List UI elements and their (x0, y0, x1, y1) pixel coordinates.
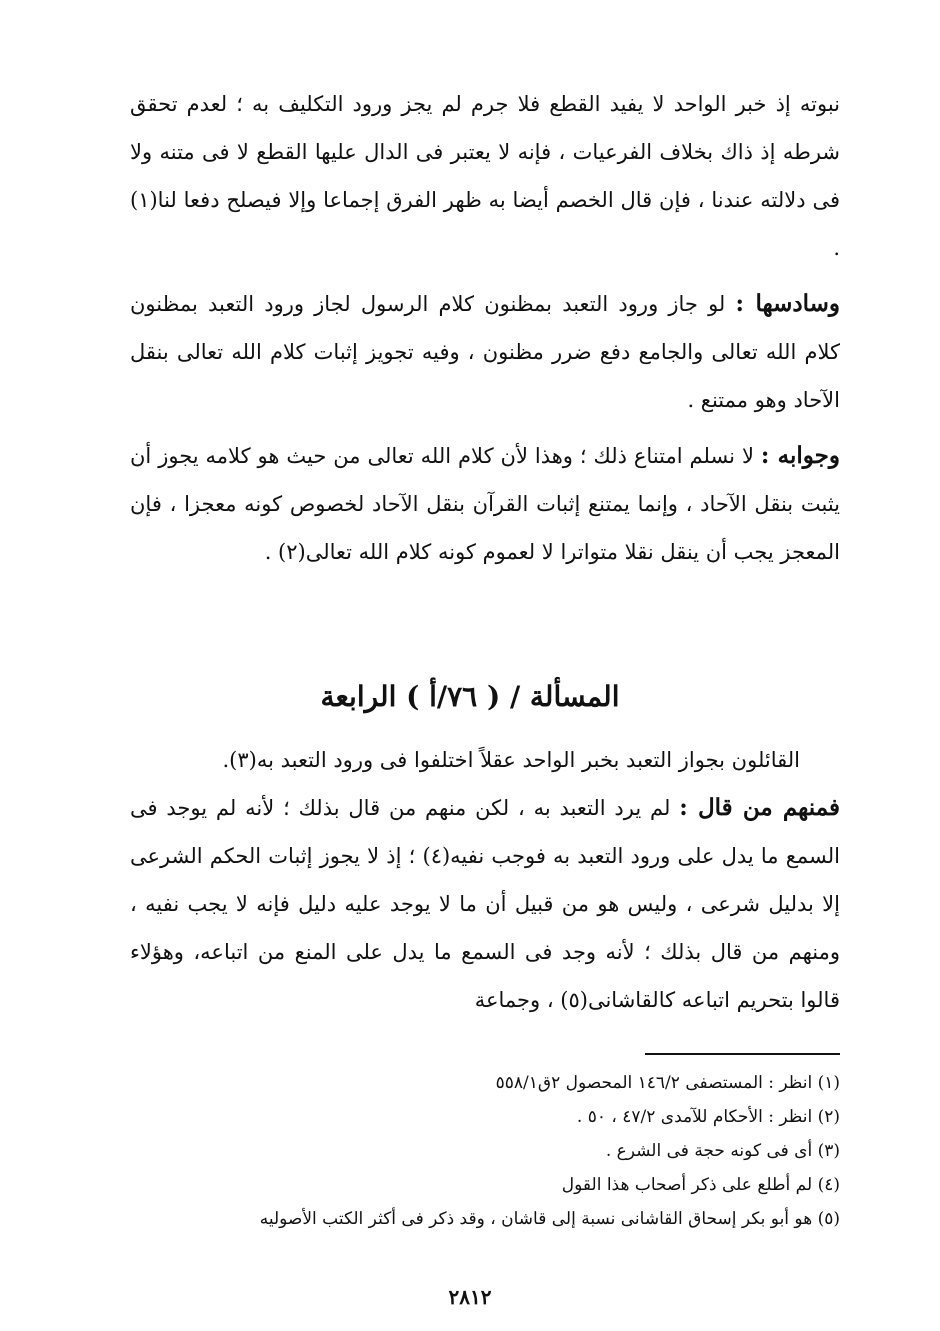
paragraph-1 (130, 80, 840, 272)
footnote-4: (٤) لم أطلع على ذكر أصحاب هذا القول (561, 1175, 840, 1195)
section-heading: المسألة / ( ٧٦/أ ) الرابعة (320, 680, 620, 713)
section-intro: القائلون بجواز التعبد بخبر الواحد عقلاً اختلفوا فى ورود التعبد به(٣). (222, 748, 800, 772)
paragraph-2 (130, 280, 840, 424)
footnote-1: (١) انظر : المستصفى ١٤٦/٢ المحصول ٢ق٥٥٨/١ (495, 1073, 840, 1093)
section-text-block (130, 736, 840, 1024)
paragraph-2-text: لو جاز ورود التعبد بمظنون كلام الرسول لجاز ورود التعبد بمظنون كلام الله تعالى والجامع دفع ضرر مظنون ، وفيه تجويز إثبات كلام الله تعالى بنقل الآحاد وهو ممتنع . (130, 292, 840, 412)
section-paragraph-text: لم يرد التعبد به ، لكن منهم من قال بذلك ؛ لأنه لم يوجد فى السمع ما يدل على ورود التعبد به فوجب نفيه(٤) ؛ إذ لا يجوز إثبات الحكم الشرعى إلا بدليل شرعى ، وليس هو من قبيل أن ما لا يوجد عليه دليل فإنه لا يجب نفيه ، ومنهم من قال بذلك ؛ لأنه وجد فى السمع ما يدل على المنع من اتباعه، وهؤلاء قالوا بتحريم اتباعه كالقاشانى(٥) ، وجماعة (130, 796, 840, 1012)
footnote-divider (645, 1053, 840, 1055)
footnote-3: (٣) أى فى كونه حجة فى الشرع . (605, 1141, 840, 1161)
main-text-block (130, 80, 840, 576)
paragraph-1-text: نبوته إذ خبر الواحد لا يفيد القطع فلا جرم لم يجز ورود التكليف به ؛ لعدم تحقق شرطه إذ ذاك بخلاف الفرعيات ، فإنه لا يعتبر فى الدال عليها القطع لا فى متنه ولا فى دلالته عندنا ، فإن قال الخصم أيضا به ظهر الفرق إجماعا وإلا فيصلح دفعا لنا(١) . (130, 92, 840, 260)
paragraph-3-lead: وجوابه : (760, 442, 840, 469)
footnotes (130, 1066, 840, 1236)
footnote-5: (٥) هو أبو بكر إسحاق القاشانى نسبة إلى قاشان ، وقد ذكر فى أكثر الكتب الأصوليه (259, 1209, 840, 1229)
paragraph-3 (130, 432, 840, 576)
footnote-2: (٢) انظر : الأحكام للآمدى ٤٧/٢ ، ٥٠ . (576, 1107, 840, 1127)
page-number: ٢٨١٢ (448, 1285, 492, 1309)
paragraph-3-text: لا نسلم امتناع ذلك ؛ وهذا لأن كلام الله تعالى من حيث هو كلامه يجوز أن يثبت بنقل الآحاد ، وإنما يمتنع إثبات القرآن بنقل الآحاد لخصوص كونه معجزا ، فإن المعجز يجب أن ينقل نقلا متواترا لا لعموم كونه كلام الله تعالى(٢) . (130, 444, 841, 564)
paragraph-2-lead: وسادسها : (735, 290, 840, 317)
section-paragraph-lead: فمنهم من قال : (679, 794, 840, 821)
section-paragraph (130, 784, 840, 1024)
